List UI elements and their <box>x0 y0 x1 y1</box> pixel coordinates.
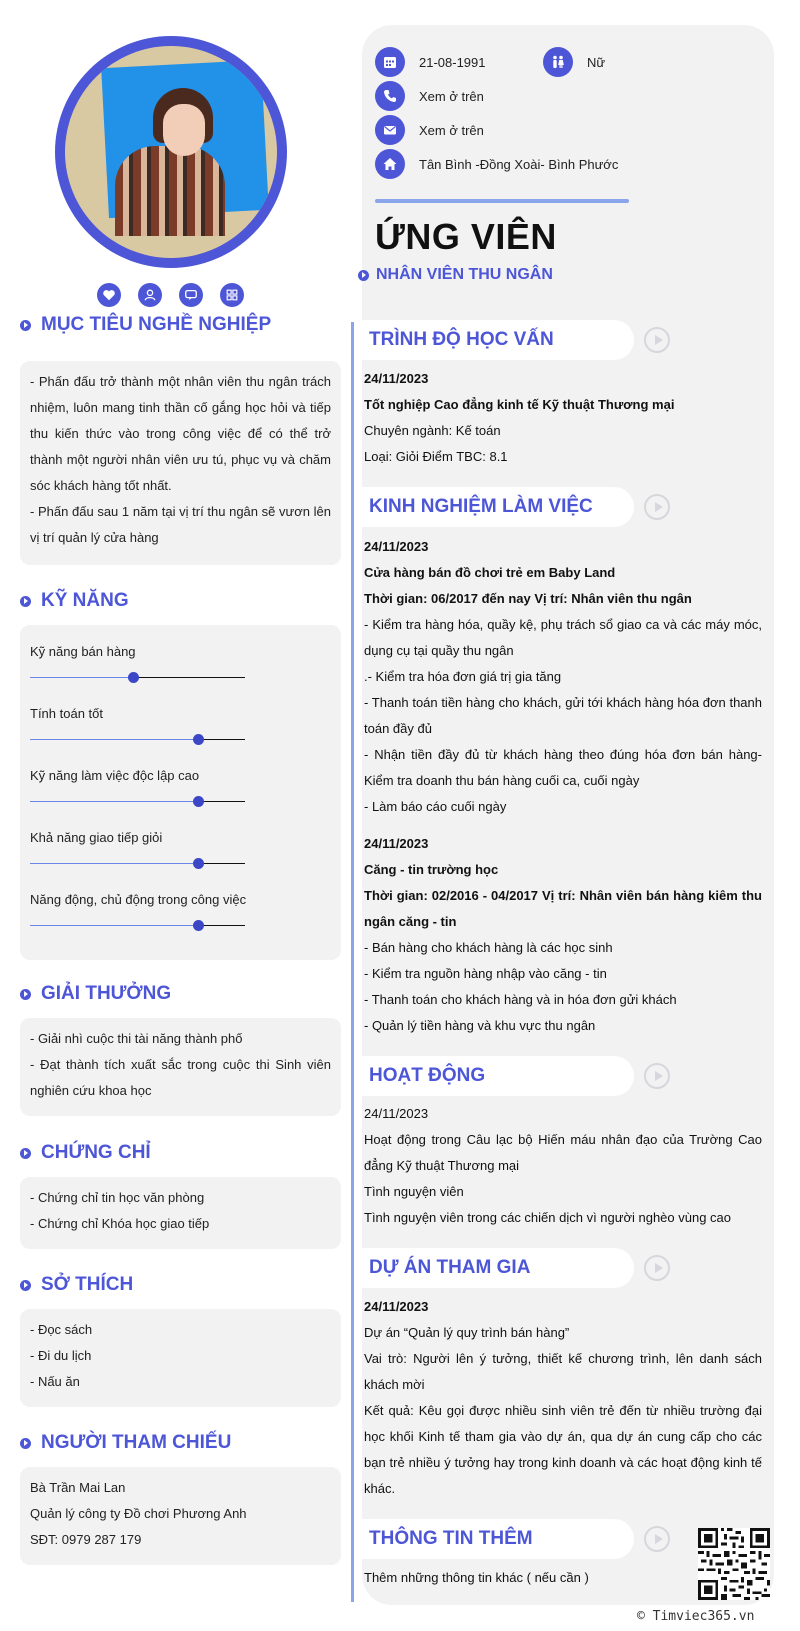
extra-title: THÔNG TIN THÊM <box>369 1528 533 1549</box>
divider-bar <box>375 199 629 203</box>
apps-icon[interactable] <box>220 283 244 307</box>
skill-fill <box>30 801 198 802</box>
education-major: Chuyên ngành: Kế toán <box>364 423 501 438</box>
chat-icon[interactable] <box>179 283 203 307</box>
social-icons <box>97 283 244 307</box>
project-name: Dự án “Quản lý quy trình bán hàng” <box>364 1325 570 1340</box>
experience-job-2 <box>364 831 762 1039</box>
education-header <box>362 320 634 360</box>
footer-credit: © Timviec365.vn <box>637 1609 755 1624</box>
bullet-icon <box>20 596 31 607</box>
objective-box <box>20 361 341 565</box>
address-row <box>375 147 618 181</box>
award-line: - Đạt thành tích xuất sắc trong cuộc thi Sinh viên nghiên cứu khoa học <box>30 1057 331 1098</box>
avatar <box>55 36 287 268</box>
awards-title-text: GIẢI THƯỞNG <box>41 983 172 1004</box>
projects-title: DỰ ÁN THAM GIA <box>369 1257 531 1278</box>
phone-icon <box>375 81 405 111</box>
education-title: TRÌNH ĐỘ HỌC VẤN <box>369 329 554 350</box>
bullet-icon <box>20 1148 31 1159</box>
objective-title-text: MỤC TIÊU NGHỀ NGHIỆP <box>41 314 272 335</box>
project-role: Vai trò: Người lên ý tưởng, thiết kế chương trình, lên danh sách khách mời <box>364 1351 762 1392</box>
skill-slider-knob[interactable] <box>128 672 139 683</box>
job-date: 24/11/2023 <box>364 836 429 851</box>
qr-code <box>698 1528 770 1600</box>
job-line: - Thanh toán tiền hàng cho khách, gửi tới khách hàng hóa đơn thanh toán đầy đủ <box>364 695 762 736</box>
skill-slider-knob[interactable] <box>193 858 204 869</box>
job-line: - Làm báo cáo cuối ngày <box>364 799 507 814</box>
references-title-text: NGƯỜI THAM CHIẾU <box>41 1432 232 1453</box>
skill-slider-knob[interactable] <box>193 920 204 931</box>
mail-icon <box>375 115 405 145</box>
activity-line: Tình nguyện viên trong các chiến dịch vì người nghèo vùng cao <box>364 1210 732 1225</box>
job-title <box>358 266 553 284</box>
project-date: 24/11/2023 <box>364 1299 429 1314</box>
education-block <box>364 366 762 470</box>
gender-row <box>543 45 605 79</box>
bullet-icon <box>20 989 31 1000</box>
play-icon[interactable] <box>644 1526 670 1552</box>
reference-line: SĐT: 0979 287 179 <box>30 1532 142 1547</box>
certificate-line: - Chứng chỉ Khóa học giao tiếp <box>30 1216 210 1231</box>
skill-fill <box>30 739 198 740</box>
skill-item <box>30 881 331 943</box>
bullet-icon <box>20 1280 31 1291</box>
job-line: - Bán hàng cho khách hàng là các học sinh <box>364 940 613 955</box>
job-line: - Quản lý tiền hàng và khu vực thu ngân <box>364 1018 596 1033</box>
job-line: - Nhận tiền đầy đủ từ khách hàng theo đúng hóa đơn bán hàng- Kiểm tra doanh thu bán hàng cuối ca, cuối ngày <box>364 747 762 788</box>
job-company: Cửa hàng bán đồ chơi trẻ em Baby Land <box>364 565 616 580</box>
candidate-name: ỨNG VIÊN <box>375 216 557 257</box>
skills-title-text: KỸ NĂNG <box>41 590 129 611</box>
objective-line: - Phấn đấu sau 1 năm tại vị trí thu ngân sẽ vươn lên vị trí quản lý cửa hàng <box>30 504 331 545</box>
gender-text: Nữ <box>587 54 606 70</box>
job-date: 24/11/2023 <box>364 539 429 554</box>
skill-item <box>30 633 331 695</box>
skill-fill <box>30 925 198 926</box>
certificates-title <box>20 1142 151 1164</box>
awards-title <box>20 983 171 1005</box>
hobby-line: - Đi du lịch <box>30 1348 92 1363</box>
skills-box <box>20 625 341 960</box>
job-title-text: NHÂN VIÊN THU NGÂN <box>376 266 553 283</box>
play-icon[interactable] <box>644 1255 670 1281</box>
awards-box <box>20 1018 341 1116</box>
activity-line: Hoạt động trong Câu lạc bộ Hiến máu nhân đạo của Trường Cao đẳng Kỹ thuật Thương mại <box>364 1132 762 1173</box>
education-school: Tốt nghiệp Cao đẳng kinh tế Kỹ thuật Thương mại <box>364 397 675 412</box>
bullet-icon <box>20 1438 31 1449</box>
objective-line: - Phấn đấu trở thành một nhân viên thu ngân trách nhiệm, luôn mang tinh thần cố gắng học hỏi và tiếp thu kiến thức vào trong công việc để có thể trở thành một người nhân viên ưu tú, phục vụ và chăm sóc khách hàng tốt nhất. <box>30 374 331 493</box>
skills-title <box>20 590 129 612</box>
certificates-box <box>20 1177 341 1249</box>
hobbies-title-text: SỞ THÍCH <box>41 1274 134 1295</box>
award-line: - Giải nhì cuộc thi tài năng thành phố <box>30 1031 243 1046</box>
activity-date: 24/11/2023 <box>364 1106 429 1121</box>
extra-header <box>362 1519 634 1559</box>
education-grade: Loại: Giỏi Điểm TBC: 8.1 <box>364 449 508 464</box>
hobbies-box <box>20 1309 341 1407</box>
skill-fill <box>30 677 133 678</box>
education-date: 24/11/2023 <box>364 371 429 386</box>
email-row <box>375 113 618 147</box>
skill-name: Kỹ năng bán hàng <box>30 644 136 659</box>
address-text: Tân Bình -Đồng Xoài- Bình Phước <box>419 156 619 172</box>
calendar-icon <box>375 47 405 77</box>
birthday-text: 21-08-1991 <box>419 54 486 70</box>
play-icon[interactable] <box>644 494 670 520</box>
home-icon <box>375 149 405 179</box>
bullet-icon <box>358 270 369 281</box>
phone-text: Xem ở trên <box>419 88 484 104</box>
job-line: - Kiểm tra hàng hóa, quầy kệ, phụ trách sổ giao ca và các máy móc, dụng cụ tại quầy thu ngân <box>364 617 762 658</box>
projects-header <box>362 1248 634 1288</box>
job-line: .- Kiểm tra hóa đơn giá trị gia tăng <box>364 669 562 684</box>
projects-block <box>364 1294 762 1502</box>
skill-fill <box>30 863 198 864</box>
skill-name: Năng động, chủ động trong công việc <box>30 892 247 907</box>
experience-job-1 <box>364 534 762 820</box>
skill-slider-knob[interactable] <box>193 734 204 745</box>
skill-slider-knob[interactable] <box>193 796 204 807</box>
heart-icon[interactable] <box>97 283 121 307</box>
play-icon[interactable] <box>644 1063 670 1089</box>
references-box <box>20 1467 341 1565</box>
job-period: Thời gian: 02/2016 - 04/2017 Vị trí: Nhân viên bán hàng kiêm thu ngân căng - tin <box>364 888 762 929</box>
activities-title: HOẠT ĐỘNG <box>369 1065 486 1086</box>
column-divider <box>351 322 354 1602</box>
references-title <box>20 1432 231 1454</box>
hobby-line: - Nấu ăn <box>30 1374 80 1389</box>
activity-line: Tình nguyện viên <box>364 1184 464 1199</box>
skill-name: Kỹ năng làm việc độc lập cao <box>30 768 200 783</box>
reference-line: Quản lý công ty Đồ chơi Phương Anh <box>30 1506 247 1521</box>
email-text: Xem ở trên <box>419 122 484 138</box>
job-period: Thời gian: 06/2017 đến nay Vị trí: Nhân viên thu ngân <box>364 591 692 606</box>
skill-name: Khả năng giao tiếp giỏi <box>30 830 163 845</box>
project-result: Kết quả: Kêu gọi được nhiều sinh viên trẻ đến từ nhiều trường đại học khối Kinh tế tham gia vào dự án, qua dự án cung cấp cho các bạn trẻ nhiều ý tưởng hay trong kinh doanh và các hoạt động kinh tế khác. <box>364 1403 762 1496</box>
experience-header <box>362 487 634 527</box>
experience-title: KINH NGHIỆM LÀM VIỆC <box>369 496 593 517</box>
job-company: Căng - tin trường học <box>364 862 499 877</box>
play-icon[interactable] <box>644 327 670 353</box>
phone-row <box>375 79 618 113</box>
bullet-icon <box>20 320 31 331</box>
job-line: - Kiểm tra nguồn hàng nhập vào căng - tin <box>364 966 607 981</box>
skill-item <box>30 695 331 757</box>
reference-line: Bà Trần Mai Lan <box>30 1480 126 1495</box>
profile-photo <box>65 46 277 258</box>
job-line: - Thanh toán cho khách hàng và in hóa đơn gửi khách <box>364 992 677 1007</box>
user-icon[interactable] <box>138 283 162 307</box>
hobbies-title <box>20 1274 133 1296</box>
skill-name: Tính toán tốt <box>30 706 103 721</box>
skill-item <box>30 757 331 819</box>
hobby-line: - Đọc sách <box>30 1322 93 1337</box>
activities-header <box>362 1056 634 1096</box>
objective-title <box>20 314 271 336</box>
skill-item <box>30 819 331 881</box>
extra-text: Thêm những thông tin khác ( nếu cần ) <box>364 1570 589 1585</box>
certificates-title-text: CHỨNG CHỈ <box>41 1142 151 1163</box>
gender-icon <box>543 47 573 77</box>
activities-block <box>364 1101 762 1231</box>
certificate-line: - Chứng chỉ tin học văn phòng <box>30 1190 205 1205</box>
